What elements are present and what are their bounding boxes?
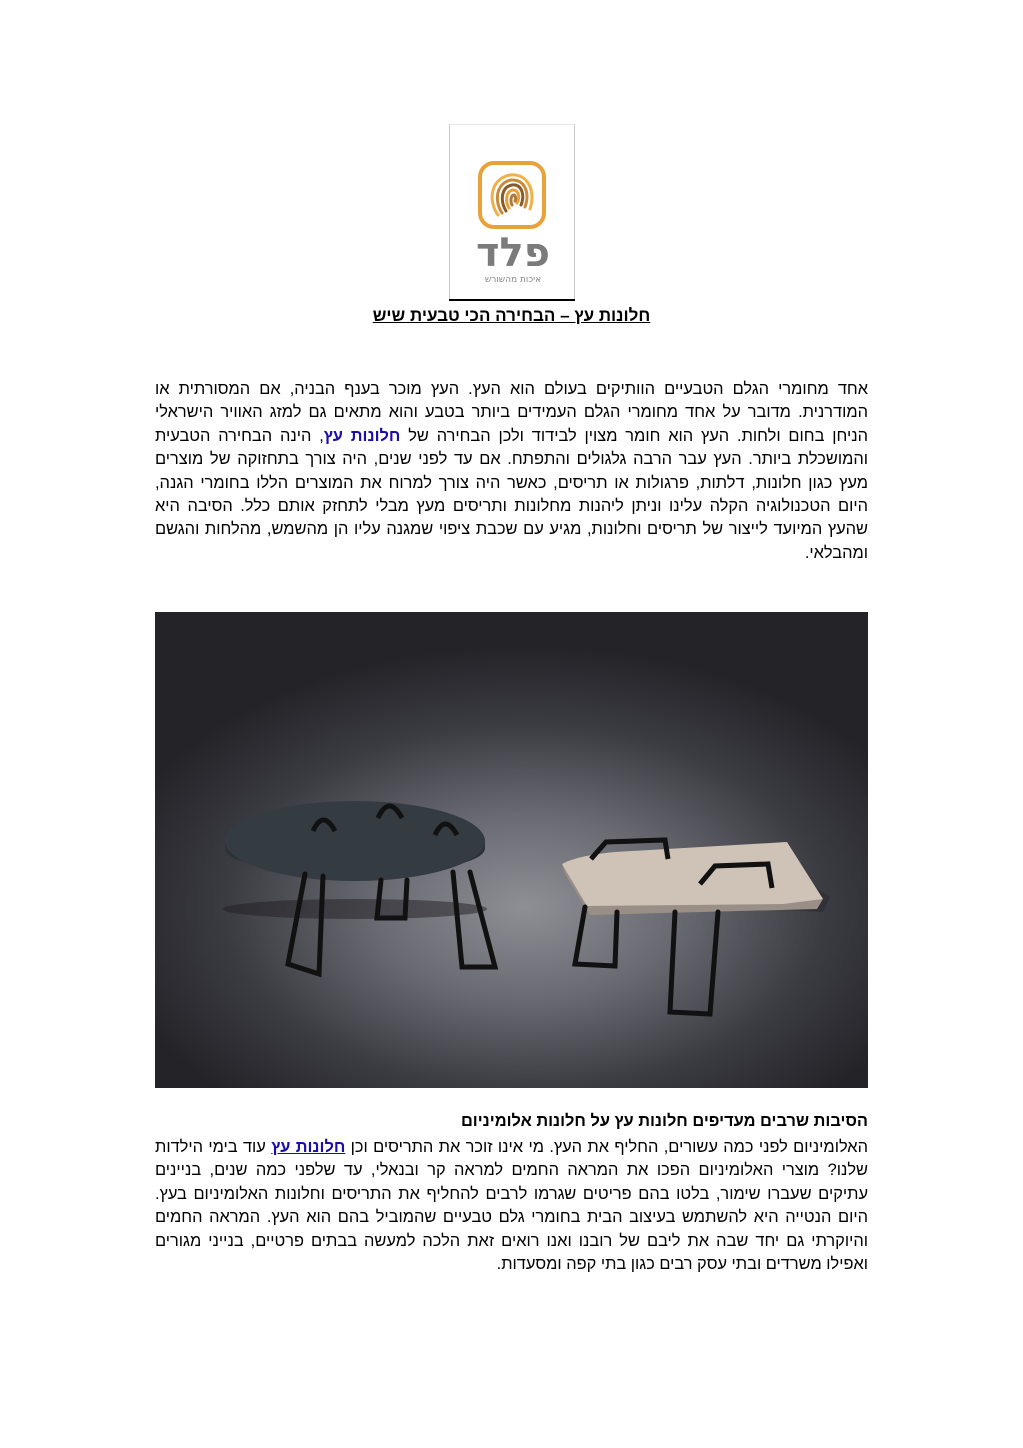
intro-paragraph	[155, 378, 868, 565]
wooden-tables-photo	[155, 612, 868, 1088]
intro-text-end: , הינה הבחירה הטבעית והמושכלת ביותר. העץ עבר הרבה גלגולים והתפתח. אם עד לפני שנים, היה צורך בתחזוקה של מוצרים מעץ כגון חלונות, דלתות, פרגולות או תריסים, כאשר היה צורך למרוח את המוצרים הללו בחומרי הגנה, היום הטכנולוגיה הקלה עלינו וניתן ליהנות מחלונות ותריסים מעץ מבלי לתחזק אותם כלל. הסיבה היא שהעץ המיועד לייצור של תריסים וחלונות, מגיע עם שכבת ציפוי שמגנה עליו הן מהשמש, מהלחות והגשם ומהבלאי.	[155, 426, 868, 562]
section-heading: הסיבות שרבים מעדיפים חלונות עץ על חלונות אלומיניום	[460, 1112, 868, 1130]
wooden-windows-link-2[interactable]: חלונות עץ	[271, 1138, 346, 1156]
logo-card	[449, 124, 575, 300]
logo-tagline: איכות מהשורש	[484, 275, 542, 285]
page-title: חלונות עץ – הבחירה הכי טבעית שיש	[372, 306, 651, 325]
section-text-start: האלומיניום לפני כמה עשורים, החליף את העץ. מי אינו זוכר את התריסים וכן	[345, 1138, 868, 1156]
section-paragraph	[155, 1136, 868, 1276]
intro-text-start: אחד מחומרי הגלם הטבעיים הוותיקים בעולם הוא העץ. העץ מוכר בענף הבניה, אם המסורתית או המודרנית. מדובר על אחד מחומרי הגלם העמידים ביותר בטבע והוא מתאים גם למזג האוויר הישראלי הניחן בחום ולחות. העץ הוא חומר מצוין לבידוד ולכן הבחירה של	[155, 380, 868, 445]
tables-illustration	[155, 612, 868, 1088]
section-text-end: עוד בימי הילדות שלנו? מוצרי האלומיניום הפכו את המראה החמים למראה קר ובנאלי, עד שלפני כמה שנים, בניינים עתיקים שעברו שימור, בלטו בהם פריטים שגרמו לרבים להחליף את התריסים וחלונות האלומיניום בעץ. היום הנטייה היא להשתמש בעיצוב הבית בחומרי גלם טבעיים שהמוביל בהם הוא העץ. המראה החמים והיוקרתי גם יחד שבה את ליבם של רובנו ואנו רואים זאת הלכה למעשה בבתים פרטיים, בנייני מגורים ואפילו משרדים ובתי עסק רבים כגון בתי קפה ומסעדות.	[155, 1138, 868, 1274]
wooden-windows-link[interactable]: חלונות עץ	[323, 426, 401, 445]
fingerprint-logo-icon	[478, 161, 546, 229]
logo-brand-name: פלד	[475, 230, 551, 276]
